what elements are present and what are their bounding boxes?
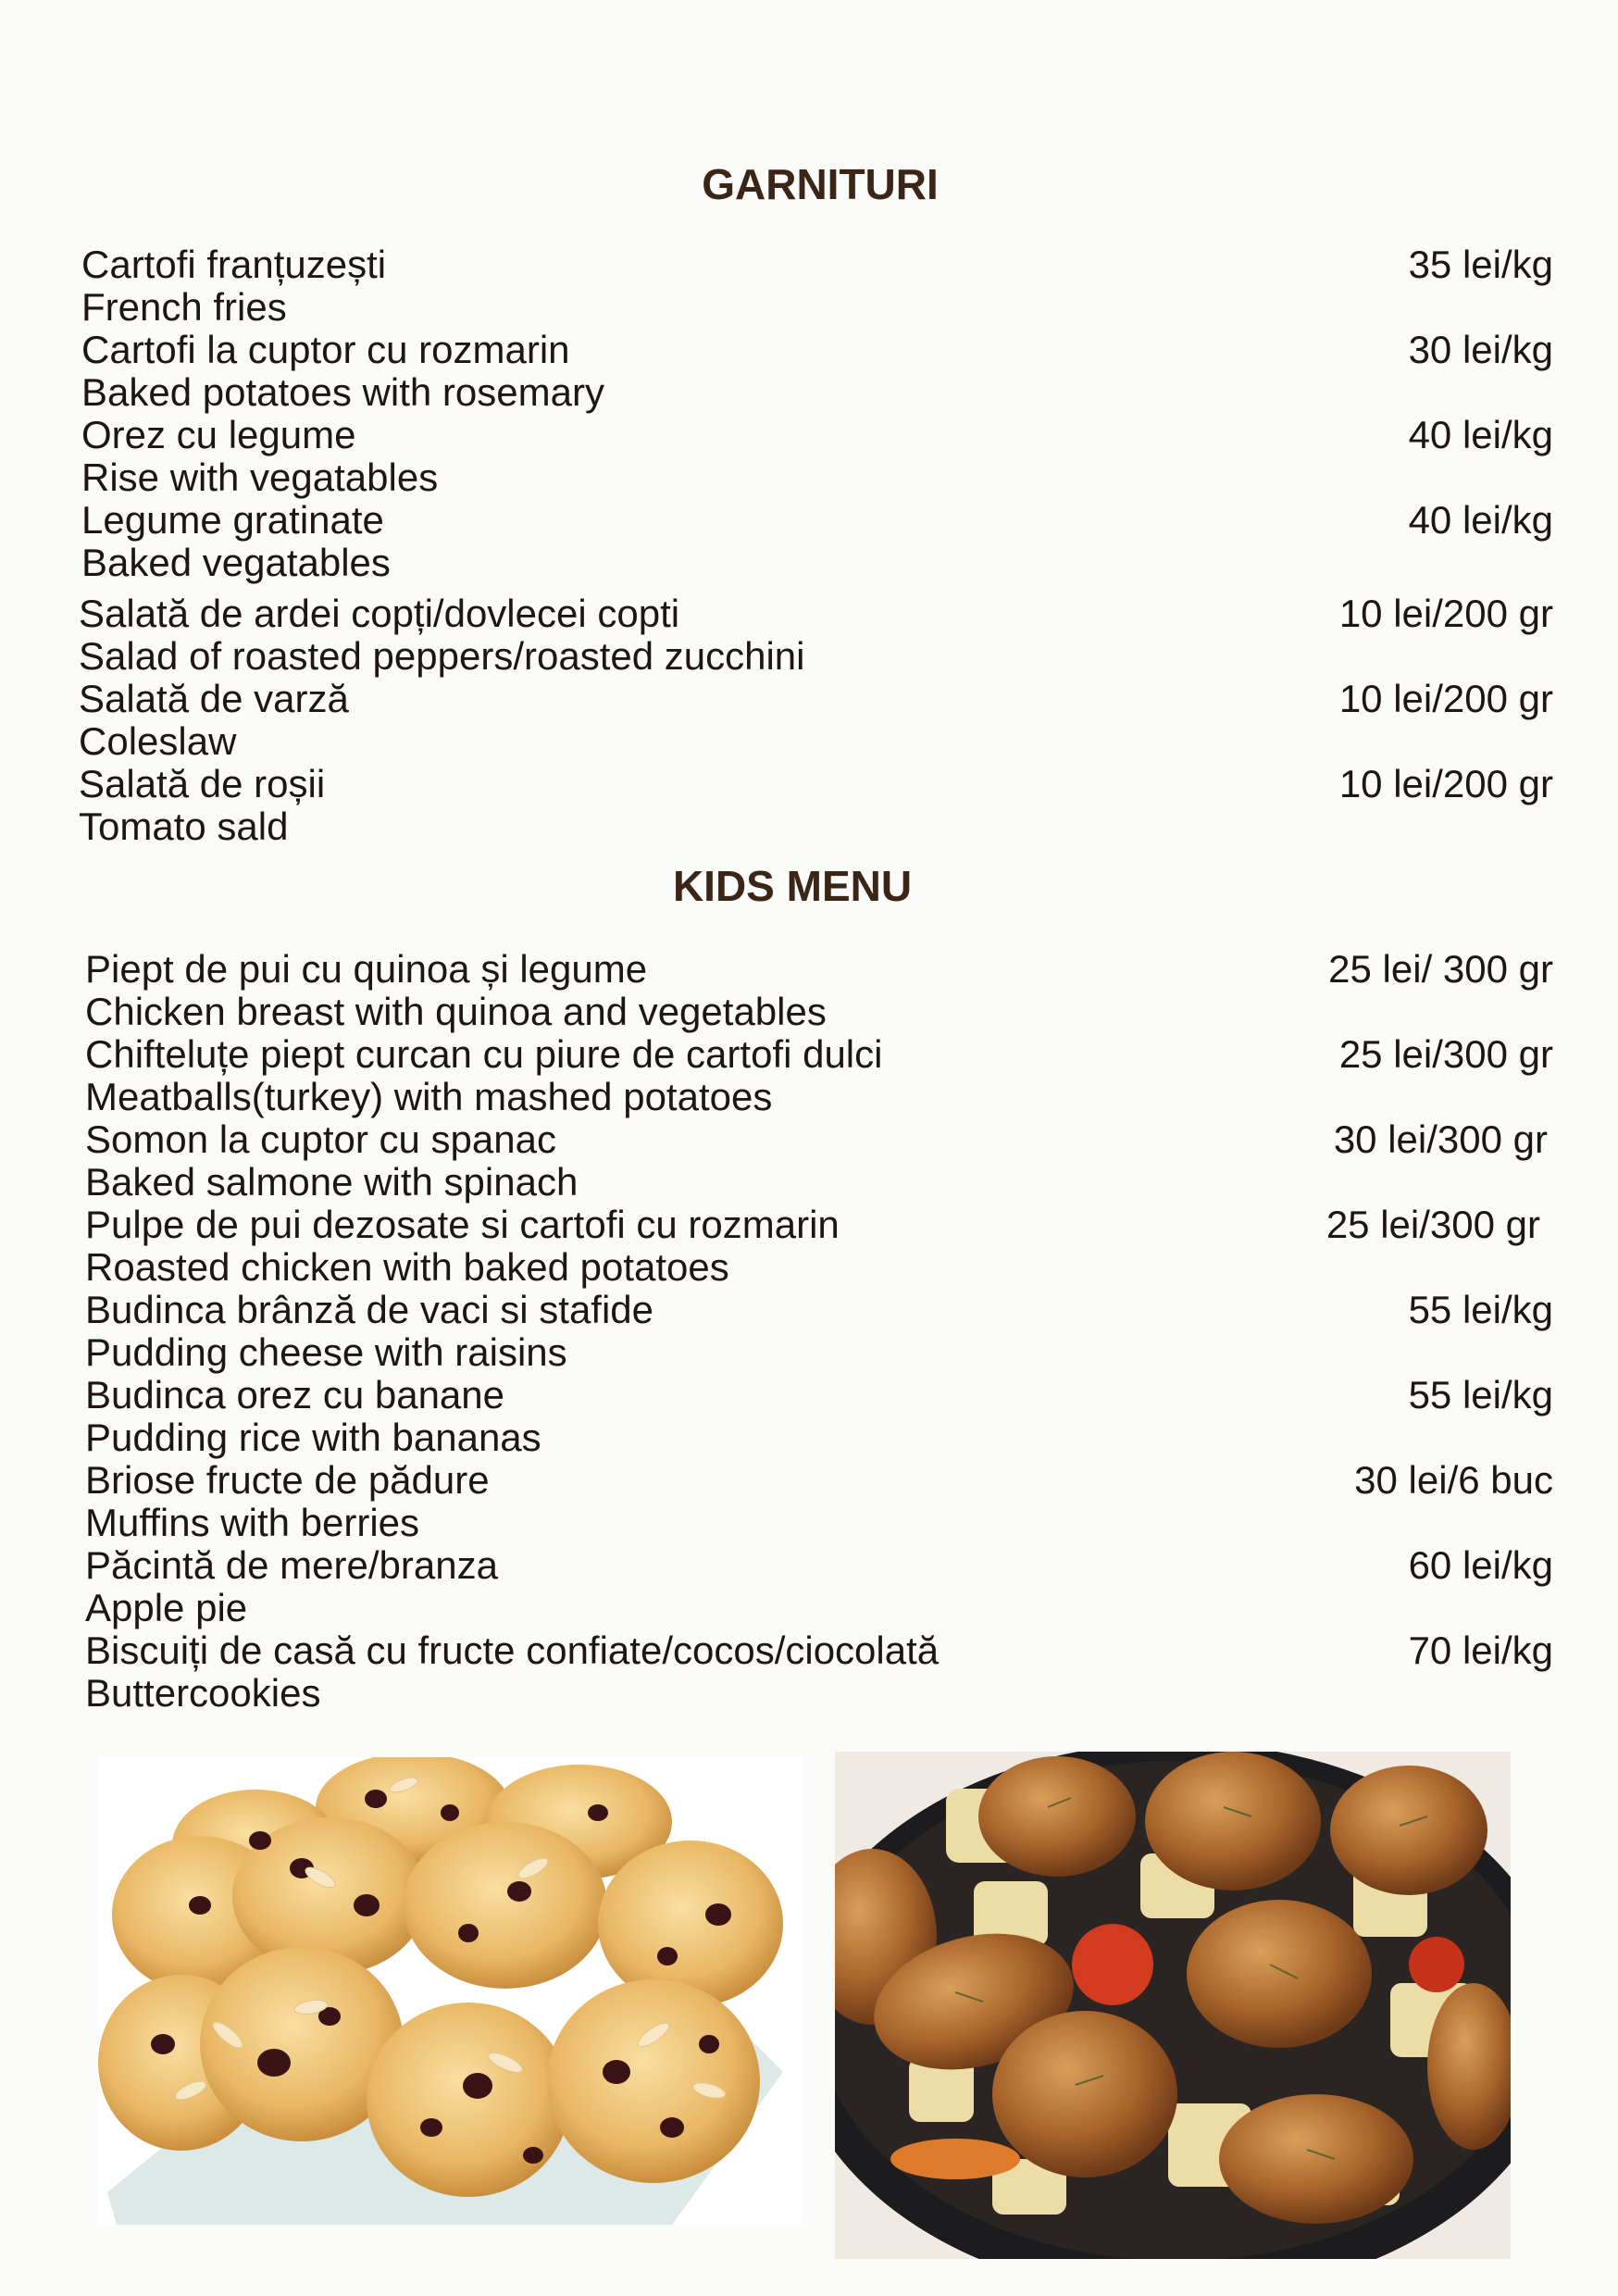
muffins-photo xyxy=(98,1757,802,2225)
item-name-en: Chicken breast with quinoa and vegetables xyxy=(85,990,827,1033)
item-name-ro: Salată de ardei copți/dovlecei copti xyxy=(79,592,680,635)
item-name-ro: Somon la cuptor cu spanac xyxy=(85,1117,556,1161)
item-name-en: Meatballs(turkey) with mashed potatoes xyxy=(85,1075,773,1118)
item-name-en: Coleslaw xyxy=(79,719,237,763)
item-price: 25 lei/300 gr xyxy=(1326,1203,1540,1246)
menu-item xyxy=(85,1289,1553,1374)
section-title-kids-menu: KIDS MENU xyxy=(672,862,913,910)
menu-item xyxy=(85,948,1553,1033)
kids-menu-list xyxy=(85,948,1553,1715)
item-price: 25 lei/ 300 gr xyxy=(1328,947,1553,991)
item-name-en: Roasted chicken with baked potatoes xyxy=(85,1245,729,1289)
item-name-ro: Chifteluțe piept curcan cu piure de cartofi dulci xyxy=(85,1032,883,1076)
item-name-ro: Pulpe de pui dezosate si cartofi cu rozmarin xyxy=(85,1203,840,1246)
item-name-ro: Salată de varză xyxy=(79,677,349,720)
item-name-en: French fries xyxy=(81,285,287,329)
menu-item xyxy=(85,1459,1553,1544)
item-price: 40 lei/kg xyxy=(1408,498,1553,542)
item-name-en: Baked vegatables xyxy=(81,541,391,584)
item-price: 30 lei/300 gr xyxy=(1333,1117,1548,1161)
item-price: 55 lei/kg xyxy=(1408,1373,1553,1416)
item-price: 35 lei/kg xyxy=(1408,243,1553,286)
item-name-ro: Legume gratinate xyxy=(81,498,384,542)
item-name-ro: Salată de roșii xyxy=(79,762,326,805)
item-price: 70 lei/kg xyxy=(1408,1628,1553,1672)
menu-item xyxy=(85,1544,1553,1629)
item-price: 55 lei/kg xyxy=(1408,1288,1553,1331)
item-name-en: Rise with vegatables xyxy=(81,455,439,499)
item-price: 10 lei/200 gr xyxy=(1338,592,1553,635)
item-price: 10 lei/200 gr xyxy=(1338,762,1553,805)
item-name-en: Baked salmone with spinach xyxy=(85,1160,579,1204)
section-title-garnituri: GARNITURI xyxy=(702,160,939,208)
roasted-chicken-illustration xyxy=(835,1752,1511,2259)
item-name-ro: Budinca orez cu banane xyxy=(85,1373,504,1416)
menu-item xyxy=(81,329,1553,414)
item-name-ro: Briose fructe de pădure xyxy=(85,1458,490,1502)
menu-item xyxy=(79,678,1553,763)
item-name-ro: Piept de pui cu quinoa și legume xyxy=(85,947,648,991)
menu-item xyxy=(81,414,1553,499)
item-name-ro: Cartofi franțuzești xyxy=(81,243,387,286)
item-name-ro: Budinca brânză de vaci si stafide xyxy=(85,1288,654,1331)
item-name-ro: Orez cu legume xyxy=(81,413,356,456)
roasted-chicken-photo xyxy=(835,1752,1511,2259)
item-price: 40 lei/kg xyxy=(1408,413,1553,456)
item-name-ro: Cartofi la cuptor cu rozmarin xyxy=(81,328,570,371)
menu-item xyxy=(81,243,1553,329)
menu-item xyxy=(85,1374,1553,1459)
item-price: 30 lei/6 buc xyxy=(1354,1458,1553,1502)
menu-item xyxy=(85,1033,1553,1118)
item-name-ro: Păcintă de mere/branza xyxy=(85,1543,498,1587)
item-name-en: Pudding cheese with raisins xyxy=(85,1330,567,1374)
item-price: 25 lei/300 gr xyxy=(1338,1032,1553,1076)
menu-item xyxy=(79,763,1553,848)
item-name-en: Tomato sald xyxy=(79,805,289,848)
item-name-en: Pudding rice with bananas xyxy=(85,1416,541,1459)
item-name-en: Salad of roasted peppers/roasted zucchini xyxy=(79,634,805,678)
item-name-en: Apple pie xyxy=(85,1586,248,1629)
garnituri-list xyxy=(81,243,1553,848)
item-name-en: Baked potatoes with rosemary xyxy=(81,370,604,414)
item-name-ro: Biscuiți de casă cu fructe confiate/cocos/ciocolată xyxy=(85,1628,940,1672)
item-price: 10 lei/200 gr xyxy=(1338,677,1553,720)
item-name-en: Buttercookies xyxy=(85,1671,321,1715)
item-price: 60 lei/kg xyxy=(1408,1543,1553,1587)
menu-item xyxy=(85,1629,1553,1715)
menu-item xyxy=(85,1204,1553,1289)
muffins-illustration xyxy=(98,1757,802,2225)
menu-item xyxy=(81,499,1553,593)
menu-item xyxy=(79,593,1553,678)
menu-item xyxy=(85,1118,1553,1204)
item-name-en: Muffins with berries xyxy=(85,1501,420,1544)
item-price: 30 lei/kg xyxy=(1408,328,1553,371)
